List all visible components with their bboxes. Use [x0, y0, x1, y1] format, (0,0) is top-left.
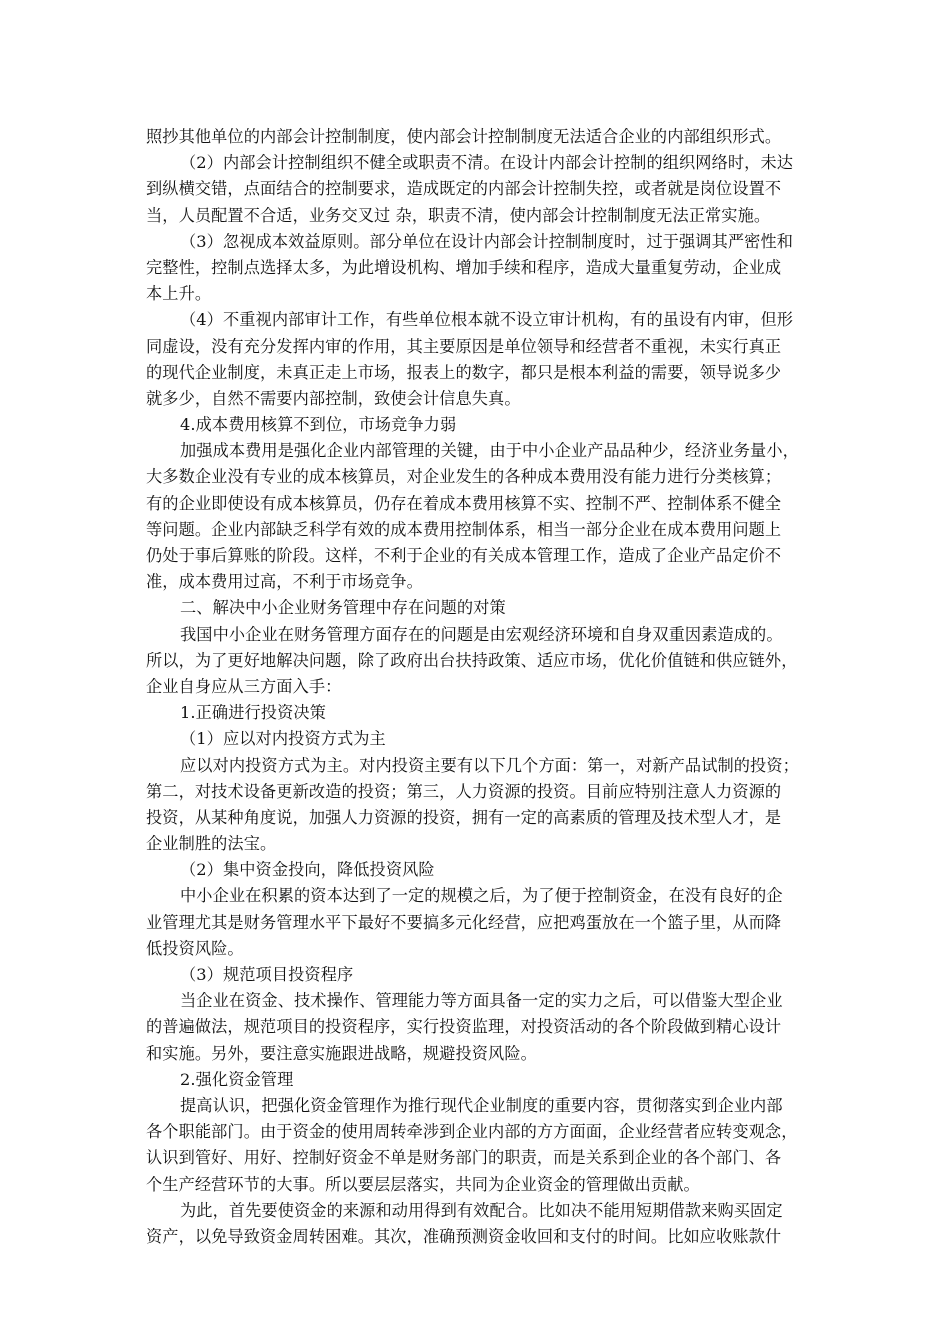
- text-line: 就多少，自然不需要内部控制，致使会计信息失真。: [146, 388, 521, 408]
- text-line: 和实施。另外，要注意实施跟进战略，规避投资风险。: [146, 1043, 537, 1063]
- text-line: 仍处于事后算账的阶段。这样，不利于企业的有关成本管理工作，造成了企业产品定价不: [146, 546, 782, 565]
- text-line: 企业自身应从三方面入手：: [146, 676, 342, 696]
- text-line: 1.正确进行投资决策: [180, 703, 326, 723]
- text-line: 企业制胜的法宝。: [146, 834, 277, 854]
- text-line: 2.强化资金管理: [180, 1069, 294, 1089]
- text-line: 完整性，控制点选择太多，为此增设机构、增加手续和程序，造成大量重复劳动，企业成: [146, 257, 782, 277]
- text-line: 中小企业在积累的资本达到了一定的规模之后，为了便于控制资金，在没有良好的企: [180, 886, 783, 906]
- text-line: 大多数企业没有专业的成本核算员，对企业发生的各种成本费用没有能力进行分类核算；: [146, 467, 782, 487]
- text-line: 同虚设，没有充分发挥内审的作用，其主要原因是单位领导和经营者不重视，未实行真正: [146, 336, 782, 356]
- text-line: （4）不重视内部审计工作，有些单位根本就不设立审计机构，有的虽设有内审，但形: [180, 310, 794, 330]
- text-line: 第二，对技术设备更新改造的投资；第三，人力资源的投资。目前应特别注意人力资源的: [146, 781, 782, 801]
- text-line: 的普遍做法，规范项目的投资程序，实行投资监理，对投资活动的各个阶段做到精心设计: [146, 1017, 782, 1037]
- text-line: （1）应以对内投资方式为主: [180, 729, 386, 749]
- text-line: 各个职能部门。由于资金的使用周转牵涉到企业内部的方方面面，企业经营者应转变观念，: [146, 1122, 798, 1142]
- text-line: （2）集中资金投向，降低投资风险: [180, 860, 435, 880]
- text-line: （2）内部会计控制组织不健全或职责不清。在设计内部会计控制的组织网络时，未达: [180, 153, 794, 173]
- text-line: （3）忽视成本效益原则。部分单位在设计内部会计控制制度时，过于强调其严密性和: [180, 231, 794, 251]
- text-line: 应以对内投资方式为主。对内投资主要有以下几个方面：第一，对新产品试制的投资；: [180, 755, 799, 775]
- text-line: 所以，为了更好地解决问题，除了政府出台扶持政策、适应市场，优化价值链和供应链外，: [146, 650, 798, 670]
- text-line: 投资，从某种角度说，加强人力资源的投资，拥有一定的高素质的管理及技术型人才，是: [146, 807, 782, 827]
- text-line: 个生产经营环节的大事。所以要层层落实，共同为企业资金的管理做出贡献。: [146, 1174, 700, 1194]
- text-line: 等问题。企业内部缺乏科学有效的成本费用控制体系，相当一部分企业在成本费用问题上: [146, 519, 782, 539]
- text-line: 提高认识，把强化资金管理作为推行现代企业制度的重要内容，贯彻落实到企业内部: [180, 1095, 783, 1115]
- text-line: 照抄其他单位的内部会计控制制度，使内部会计控制制度无法适合企业的内部组织形式。: [146, 127, 782, 146]
- text-line: 资产，以免导致资金周转困难。其次，准确预测资金收回和支付的时间。比如应收账款什: [146, 1226, 782, 1246]
- text-line: 业管理尤其是财务管理水平下最好不要搞多元化经营，应把鸡蛋放在一个篮子里，从而降: [146, 912, 782, 932]
- text-line: 有的企业即使设有成本核算员，仍存在着成本费用核算不实、控制不严、控制体系不健全: [146, 493, 782, 513]
- text-line: 二、解决中小企业财务管理中存在问题的对策: [180, 598, 506, 618]
- text-line: 我国中小企业在财务管理方面存在的问题是由宏观经济环境和自身双重因素造成的。: [180, 624, 783, 644]
- text-line: 当企业在资金、技术操作、管理能力等方面具备一定的实力之后，可以借鉴大型企业: [180, 991, 783, 1011]
- document-body: [146, 124, 808, 1250]
- text-line: 为此，首先要使资金的来源和动用得到有效配合。比如决不能用短期借款来购买固定: [180, 1200, 783, 1220]
- text-line: 认识到管好、用好、控制好资金不单是财务部门的职责，而是关系到企业的各个部门、各: [146, 1148, 782, 1168]
- text-line: 加强成本费用是强化企业内部管理的关键，由于中小企业产品品种少，经济业务量小，: [180, 441, 799, 461]
- text-line: 4.成本费用核算不到位，市场竞争力弱: [180, 415, 457, 435]
- text-line: 本上升。: [146, 284, 212, 304]
- text-line: 的现代企业制度，未真正走上市场，报表上的数字，都只是根本利益的需要，领导说多少: [146, 362, 782, 382]
- text-line: 到纵横交错，点面结合的控制要求，造成既定的内部会计控制失控，或者就是岗位设置不: [146, 179, 782, 199]
- text-line: （3）规范项目投资程序: [180, 965, 354, 984]
- text-line: 当，人员配置不合适，业务交叉过 杂，职责不清，使内部会计控制制度无法正常实施。: [146, 205, 771, 225]
- text-line: 准，成本费用过高，不利于市场竞争。: [146, 572, 423, 592]
- text-line: 低投资风险。: [146, 938, 244, 958]
